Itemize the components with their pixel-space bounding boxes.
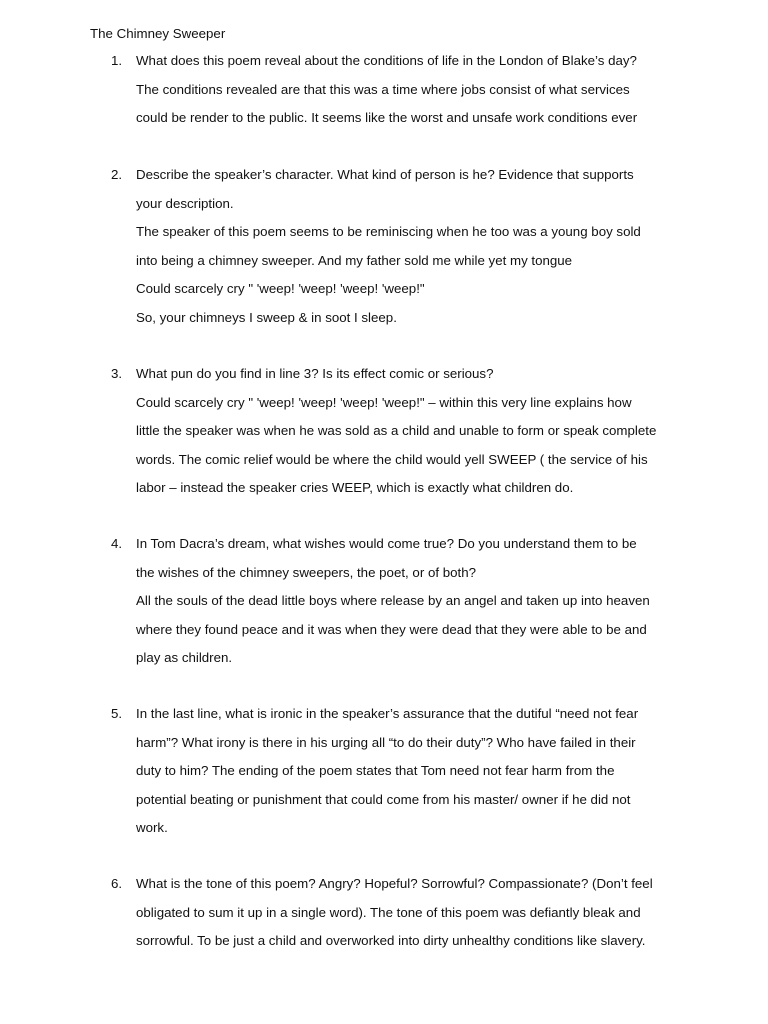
document-title: The Chimney Sweeper [90,26,226,41]
text-line: harm”? What irony is there in his urging all “to do their duty”? Who have failed in their [136,734,636,750]
text-line: where they found peace and it was when they were dead that they were able to be and [136,621,647,637]
text-line: duty to him? The ending of the poem states that Tom need not fear harm from the [136,763,615,778]
text-line: What does this poem reveal about the conditions of life in the London of Blake’s day? [136,53,637,68]
question-number: 6. [111,876,123,891]
question-number: 5. [111,706,123,721]
text-line: In Tom Dacra’s dream, what wishes would come true? Do you understand them to be [136,536,637,551]
text-line: your description. [136,195,234,211]
text-line: What is the tone of this poem? Angry? Hopeful? Sorrowful? Compassionate? (Don’t feel [136,876,653,891]
text-line: into being a chimney sweeper. And my father sold me while yet my tongue [136,252,573,268]
text-line: little the speaker was when he was sold as a child and unable to form or speak complete [136,423,657,438]
text-line: All the souls of the dead little boys where release by an angel and taken up into heaven [136,593,650,608]
text-line: play as children. [136,650,233,665]
question-text [136,360,696,503]
text-line: labor – instead the speaker cries WEEP, which is exactly what children do. [136,480,574,495]
text-line: sorrowful. To be just a child and overworked into dirty unhealthy conditions like slavery. [136,933,646,948]
text-line: obligated to sum it up in a single word). The tone of this poem was defiantly bleak and [136,904,641,920]
text-line: words. The comic relief would be where the child would yell SWEEP ( the service of his [136,451,648,467]
question-number: 2. [111,167,123,182]
text-line: could be render to the public. It seems like the worst and unsafe work conditions ever [136,110,638,125]
text-line: potential beating or punishment that could come from his master/ owner if he did not [136,791,631,807]
question-number: 4. [111,536,123,551]
question-number: 3. [111,366,123,381]
text-line: In the last line, what is ironic in the speaker’s assurance that the dutiful “need not fear [136,706,639,721]
text-line: Could scarcely cry " 'weep! 'weep! 'weep! 'weep!" – within this very line explains how [136,394,632,410]
text-line: What pun do you find in line 3? Is its effect comic or serious? [136,366,494,381]
text-line: So, your chimneys I sweep & in soot I sleep. [136,309,397,325]
text-line: The speaker of this poem seems to be reminiscing when he too was a young boy sold [136,224,641,239]
question-text [136,161,696,332]
question-text [136,47,696,133]
text-line: The conditions revealed are that this was a time where jobs consist of what services [136,81,630,97]
text-line: work. [136,820,168,835]
question-number: 1. [111,53,123,68]
question-text [136,870,696,956]
text-line: the wishes of the chimney sweepers, the poet, or of both? [136,564,477,580]
question-text [136,700,696,843]
text-line: Describe the speaker’s character. What kind of person is he? Evidence that supports [136,167,634,182]
question-text [136,530,696,673]
text-line: Could scarcely cry " 'weep! 'weep! 'weep! 'weep!" [136,281,425,296]
